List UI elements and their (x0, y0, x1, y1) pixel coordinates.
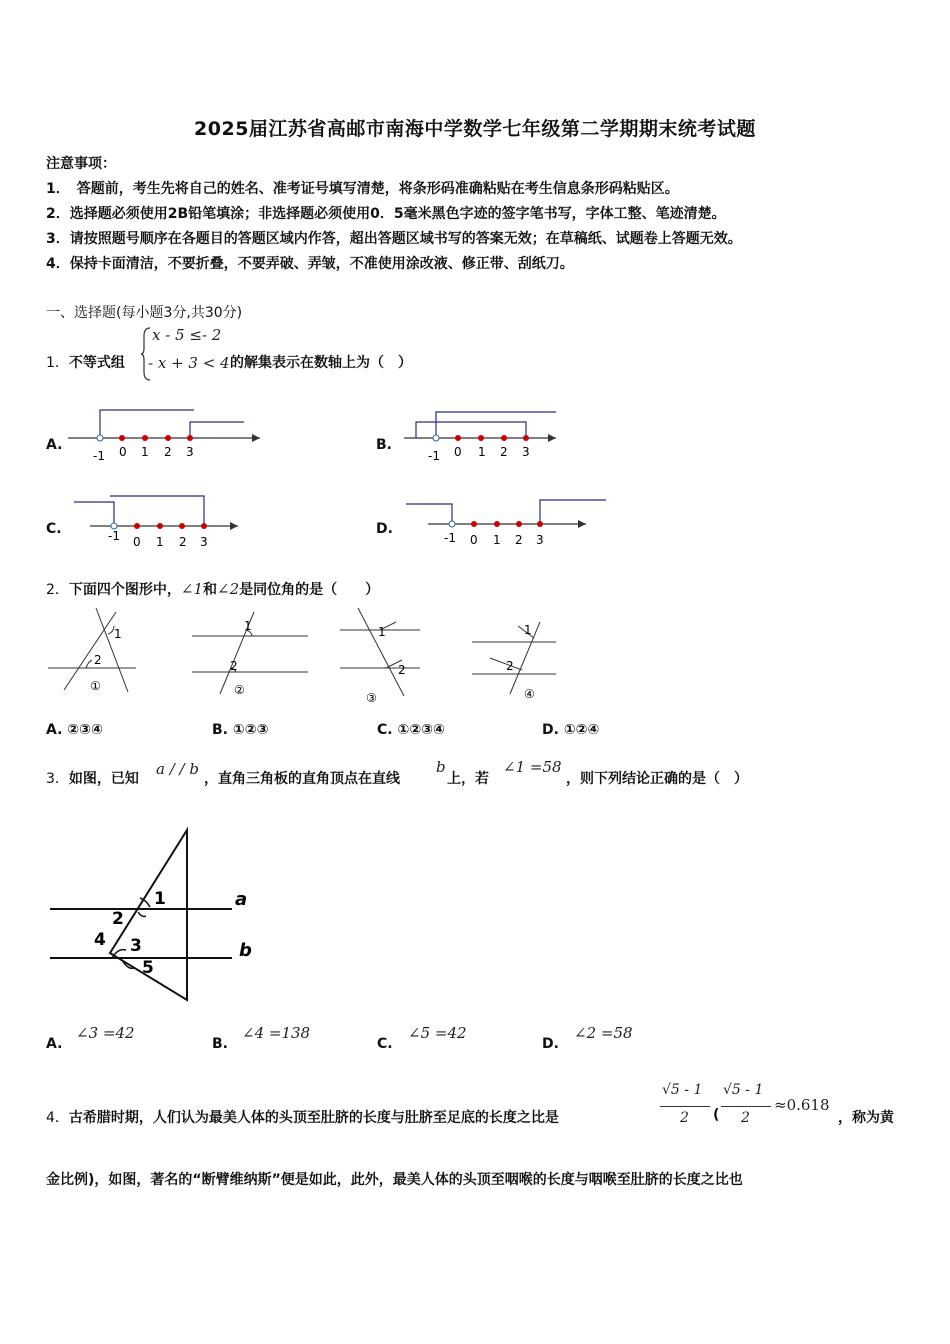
q2-option-d[interactable] (542, 722, 599, 738)
figure-label: ④ (524, 687, 535, 701)
notice-item-1: 1． 答题前，考生先将自己的姓名、准考证号填写清楚，将条形码准确粘贴在考生信息条形码粘贴区。 (46, 181, 679, 197)
tick-label: 2 (164, 445, 172, 459)
number-line-b (400, 404, 570, 466)
q3-option-d-label[interactable]: D. (542, 1036, 559, 1052)
question-4-line-2: 金比例)，如图，著名的“断臂维纳斯”便是如此，此外，最美人体的头顶至咽喉的长度与咽喉至肚脐的长度之比也 (46, 1172, 743, 1188)
figure-label: ② (234, 683, 245, 697)
golden-fraction-numerator: √5 - 1 (662, 1082, 703, 1098)
angle-label: 1 (114, 627, 122, 641)
angle-label-2: 2 (112, 909, 124, 929)
figure-label: ③ (366, 691, 377, 704)
q2-pre: 下面四个图形中， (68, 582, 181, 598)
q1-pre: 不等式组 (68, 355, 125, 371)
question-3-stem (46, 768, 139, 788)
angle-1: ∠1 (180, 580, 204, 598)
q3-option-a-label[interactable]: A. (46, 1036, 63, 1052)
tick-label: 1 (156, 535, 164, 549)
q2-option-c[interactable] (377, 722, 445, 738)
question-number: 4． (46, 1110, 69, 1126)
q2-figure-4 (466, 614, 566, 704)
angle-label: 2 (506, 659, 514, 673)
q3-option-d-text: ∠2 =58 (574, 1024, 633, 1042)
page-title: 2025届江苏省高邮市南海中学数学七年级第二学期期末统考试题 (194, 118, 756, 140)
option-label: C. (377, 722, 393, 738)
given-angle: ∠1 =58 (503, 758, 562, 776)
tick-label: 2 (500, 445, 508, 459)
tick-label: -1 (108, 529, 120, 543)
golden-fraction-denominator-2: 2 (741, 1110, 750, 1126)
q1-option-b[interactable]: B. (376, 437, 392, 453)
parallel-ab: a / / b (156, 760, 199, 778)
inequality-2: - x + 3 < 4 (148, 354, 230, 372)
inequality-1: x - 5 ≤- 2 (152, 326, 222, 344)
question-number: 3． (46, 771, 69, 787)
q4-line1-pre: 古希腊时期，人们认为最美人体的头顶至肚脐的长度与肚脐至足底的长度之比是 (68, 1110, 559, 1126)
tick-label: 2 (515, 533, 523, 547)
q3-figure (46, 822, 266, 1008)
tick-label: 1 (141, 445, 149, 459)
notice-heading: 注意事项： (46, 156, 116, 172)
angle-label-5: 5 (142, 958, 154, 978)
option-label: A. (46, 722, 63, 738)
angle-label: 1 (524, 623, 532, 637)
q2-mid: 和 (203, 582, 218, 598)
angle-label: 2 (398, 663, 406, 677)
option-text: ①②③ (232, 722, 269, 738)
tick-label: 1 (478, 445, 486, 459)
option-text: ①②④ (563, 722, 600, 738)
q2-post: 是同位角的是（ ） (239, 582, 380, 598)
q3-option-b-text: ∠4 =138 (242, 1024, 311, 1042)
q1-option-d[interactable]: D. (376, 521, 393, 537)
notice-item-2: 2．选择题必须使用2B铅笔填涂；非选择题必须使用0．5毫米黑色字迹的签字笔书写，字体工整、笔迹清楚。 (46, 206, 726, 222)
angle-label-1: 1 (154, 889, 166, 909)
q3-option-a-text: ∠3 =42 (76, 1024, 135, 1042)
question-1-stem (46, 352, 125, 372)
line-label-a: a (235, 889, 248, 910)
q1-option-a[interactable]: A. (46, 437, 63, 453)
q3-option-b-label[interactable]: B. (212, 1036, 228, 1052)
q3-post: ，则下列结论正确的是（ ） (566, 771, 748, 787)
q1-post: 的解集表示在数轴上为（ ） (230, 355, 412, 371)
question-number: 2． (46, 582, 69, 598)
tick-label: 0 (133, 535, 141, 549)
tick-label: 3 (536, 533, 544, 547)
approx-value: ≈0.618 (774, 1096, 830, 1114)
q2-option-a[interactable] (46, 722, 103, 738)
tick-label: -1 (93, 449, 105, 463)
angle-label-4: 4 (94, 930, 106, 950)
tick-label: -1 (444, 531, 456, 545)
q2-figure-2 (188, 608, 308, 698)
angle-label: 2 (94, 653, 102, 667)
question-4-line-1 (46, 1107, 559, 1127)
question-2-stem (46, 579, 379, 599)
option-label: B. (212, 722, 228, 738)
q4-line1-post: ，称为黄 (838, 1110, 894, 1126)
notice-item-4: 4．保持卡面清洁，不要折叠，不要弄破、弄皱，不准使用涂改液、修正带、刮纸刀。 (46, 256, 574, 272)
golden-fraction-numerator-2: √5 - 1 (723, 1082, 764, 1098)
tick-label: 0 (470, 533, 478, 547)
figure-label: ① (90, 679, 101, 693)
q2-option-b[interactable] (212, 722, 268, 738)
tick-label: 0 (454, 445, 462, 459)
tick-label: 3 (522, 445, 530, 459)
golden-fraction-denominator: 2 (680, 1110, 689, 1126)
section-heading: 一、选择题(每小题3分,共30分) (46, 305, 243, 321)
line-label-b: b (239, 940, 252, 961)
tick-label: 2 (179, 535, 187, 549)
q1-option-c[interactable]: C. (46, 521, 62, 537)
tick-label: 3 (186, 445, 194, 459)
notice-item-3: 3．请按照题号顺序在各题目的答题区域内作答，超出答题区域书写的答案无效；在草稿纸、试题卷上答题无效。 (46, 231, 742, 247)
angle-2: ∠2 (217, 580, 240, 598)
angle-label: 1 (378, 625, 386, 639)
line-b: b (436, 758, 446, 776)
q3-option-c-text: ∠5 =42 (408, 1024, 467, 1042)
q3-pre: 如图，已知 (68, 771, 139, 787)
paren-open: ( (713, 1107, 720, 1123)
q3-mid: ，直角三角板的直角顶点在直线 (204, 771, 400, 787)
q2-figure-3 (336, 604, 446, 704)
fraction-bar (660, 1106, 710, 1107)
q3-mid2: 上，若 (447, 771, 489, 787)
angle-label: 1 (244, 619, 252, 633)
tick-label: 1 (493, 533, 501, 547)
q2-figure-1 (44, 604, 144, 696)
tick-label: 3 (200, 535, 208, 549)
question-number: 1． (46, 355, 69, 371)
angle-label-3: 3 (130, 936, 142, 956)
number-line-a (60, 404, 260, 466)
q3-option-c-label[interactable]: C. (377, 1036, 393, 1052)
tick-label: -1 (428, 449, 440, 463)
angle-label: 2 (230, 659, 238, 673)
fraction-bar (721, 1106, 771, 1107)
option-text: ①②③④ (397, 722, 445, 738)
number-line-d (400, 490, 610, 552)
tick-label: 0 (119, 445, 127, 459)
option-label: D. (542, 722, 559, 738)
number-line-c (66, 490, 246, 552)
option-text: ②③④ (67, 722, 103, 738)
